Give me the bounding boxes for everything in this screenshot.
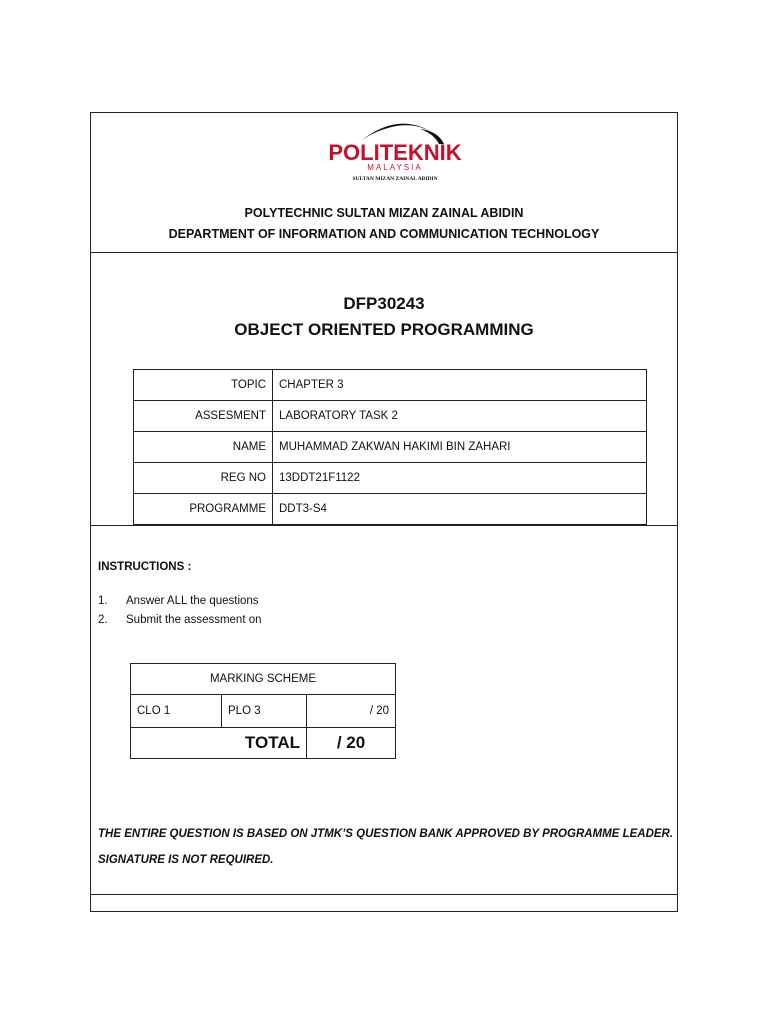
- info-row-reg-no: [134, 463, 647, 494]
- course-code: DFP30243: [343, 294, 425, 313]
- logo-brand-text: POLITEKNIK: [328, 140, 462, 165]
- info-row-programme: [134, 494, 647, 525]
- mark-cell: / 20: [307, 695, 396, 728]
- total-mark: / 20: [307, 728, 396, 759]
- info-value: DDT3-S4: [273, 494, 647, 525]
- politeknik-logo: [310, 118, 480, 184]
- instruction-item: [98, 614, 262, 626]
- info-label: ASSESMENT: [134, 401, 273, 432]
- total-label: TOTAL: [131, 728, 307, 759]
- logo-campus-text: SULTAN MIZAN ZAINAL ABIDIN: [352, 176, 438, 182]
- info-row-name: [134, 432, 647, 463]
- info-row-topic: [134, 370, 647, 401]
- clo-cell: CLO 1: [131, 695, 222, 728]
- info-label: PROGRAMME: [134, 494, 273, 525]
- instruction-text: Answer ALL the questions: [126, 595, 259, 607]
- divider-header: [90, 252, 678, 253]
- department-name: DEPARTMENT OF INFORMATION AND COMMUNICATION TECHNOLOGY: [168, 227, 600, 241]
- info-label: TOPIC: [134, 370, 273, 401]
- info-value: CHAPTER 3: [273, 370, 647, 401]
- marking-scheme-table: [130, 663, 396, 759]
- info-row-assessment: [134, 401, 647, 432]
- logo-country-text: MALAYSIA: [367, 163, 423, 172]
- instruction-number: 1.: [98, 595, 108, 607]
- divider-course: [90, 525, 678, 526]
- assessment-info-table: [133, 369, 647, 525]
- instructions-title: INSTRUCTIONS :: [98, 561, 192, 573]
- instruction-text: Submit the assessment on: [126, 614, 262, 626]
- info-value: MUHAMMAD ZAKWAN HAKIMI BIN ZAHARI: [273, 432, 647, 463]
- plo-cell: PLO 3: [222, 695, 307, 728]
- marking-scheme-title: MARKING SCHEME: [131, 664, 396, 695]
- instruction-number: 2.: [98, 614, 108, 626]
- info-value: 13DDT21F1122: [273, 463, 647, 494]
- signature-note: SIGNATURE IS NOT REQUIRED.: [98, 854, 274, 866]
- divider-footer: [90, 894, 678, 895]
- instruction-item: [98, 595, 259, 607]
- course-name: OBJECT ORIENTED PROGRAMMING: [234, 320, 534, 339]
- info-value: LABORATORY TASK 2: [273, 401, 647, 432]
- institution-name: POLYTECHNIC SULTAN MIZAN ZAINAL ABIDIN: [244, 206, 524, 220]
- info-label: REG NO: [134, 463, 273, 494]
- footer-note: THE ENTIRE QUESTION IS BASED ON JTMK’S QUESTION BANK APPROVED BY PROGRAMME LEADER.: [98, 828, 674, 840]
- info-label: NAME: [134, 432, 273, 463]
